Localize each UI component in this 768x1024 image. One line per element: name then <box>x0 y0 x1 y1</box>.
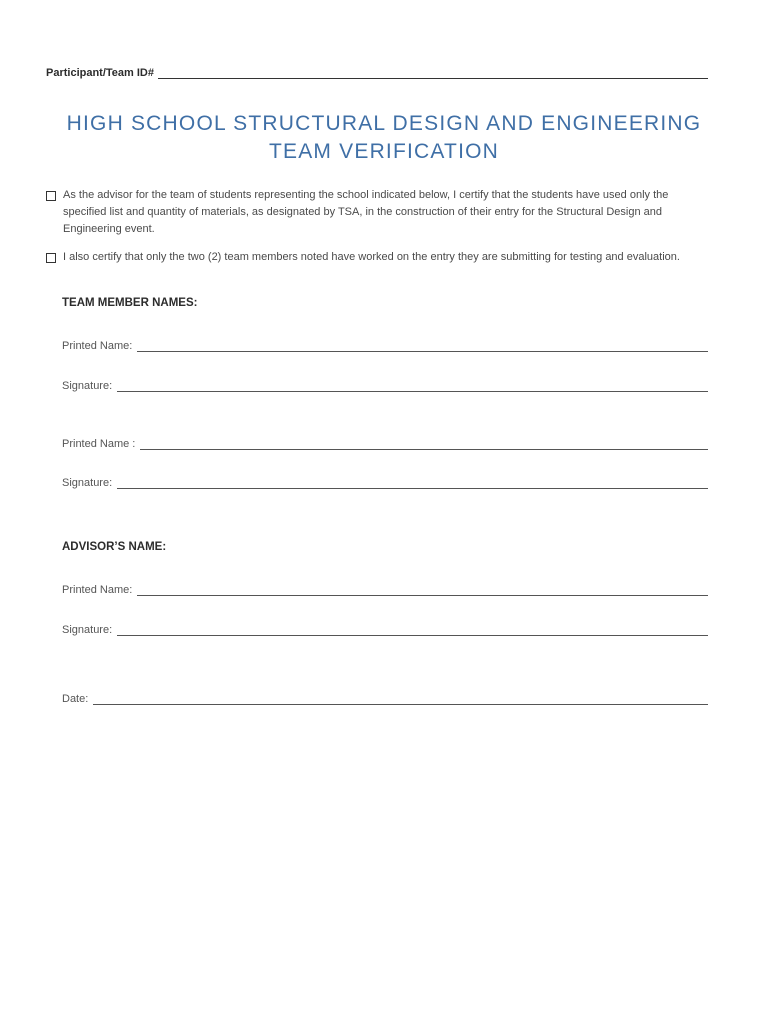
participant-id-label: Participant/Team ID# <box>46 67 154 79</box>
checkbox-members[interactable] <box>46 253 56 263</box>
member2-signature-label: Signature: <box>62 477 113 489</box>
member2-printed-name-label: Printed Name : <box>62 438 136 450</box>
certification-materials-text: As the advisor for the team of students representing the school indicated below, I certify that the students have used only the specified list and quantity of materials, as designated by TSA, in the construction of their entry for the Structural Design and Engineering event. <box>63 189 669 235</box>
date-label: Date: <box>62 693 89 705</box>
member1-signature-label: Signature: <box>62 380 113 392</box>
member2-printed-name-row <box>62 438 708 450</box>
team-members-heading: TEAM MEMBER NAMES: <box>62 297 198 309</box>
participant-id-field[interactable] <box>158 67 708 79</box>
member1-printed-name-field[interactable] <box>137 340 708 352</box>
advisor-signature-label: Signature: <box>62 624 113 636</box>
checkbox-materials[interactable] <box>46 191 56 201</box>
date-row <box>62 693 708 705</box>
advisor-signature-row <box>62 624 708 636</box>
certification-members-text: I also certify that only the two (2) team members noted have worked on the entry they are submitting for testing and evaluation. <box>63 251 680 263</box>
member2-printed-name-field[interactable] <box>140 438 708 450</box>
title-line-2: TEAM VERIFICATION <box>268 140 500 163</box>
title-line-1: HIGH SCHOOL STRUCTURAL DESIGN AND ENGINEERING <box>66 112 702 135</box>
participant-id-row <box>46 67 708 79</box>
date-field[interactable] <box>93 693 708 705</box>
member1-printed-name-row <box>62 340 708 352</box>
advisor-heading: ADVISOR’S NAME: <box>62 541 167 553</box>
member2-signature-field[interactable] <box>117 477 708 489</box>
advisor-signature-field[interactable] <box>117 624 708 636</box>
certification-materials <box>46 187 714 238</box>
member1-printed-name-label: Printed Name: <box>62 340 133 352</box>
advisor-printed-name-field[interactable] <box>137 584 708 596</box>
advisor-printed-name-label: Printed Name: <box>62 584 133 596</box>
advisor-printed-name-row <box>62 584 708 596</box>
page-title <box>40 110 728 166</box>
member1-signature-row <box>62 380 708 392</box>
certification-members <box>46 249 714 266</box>
member2-signature-row <box>62 477 708 489</box>
member1-signature-field[interactable] <box>117 380 708 392</box>
